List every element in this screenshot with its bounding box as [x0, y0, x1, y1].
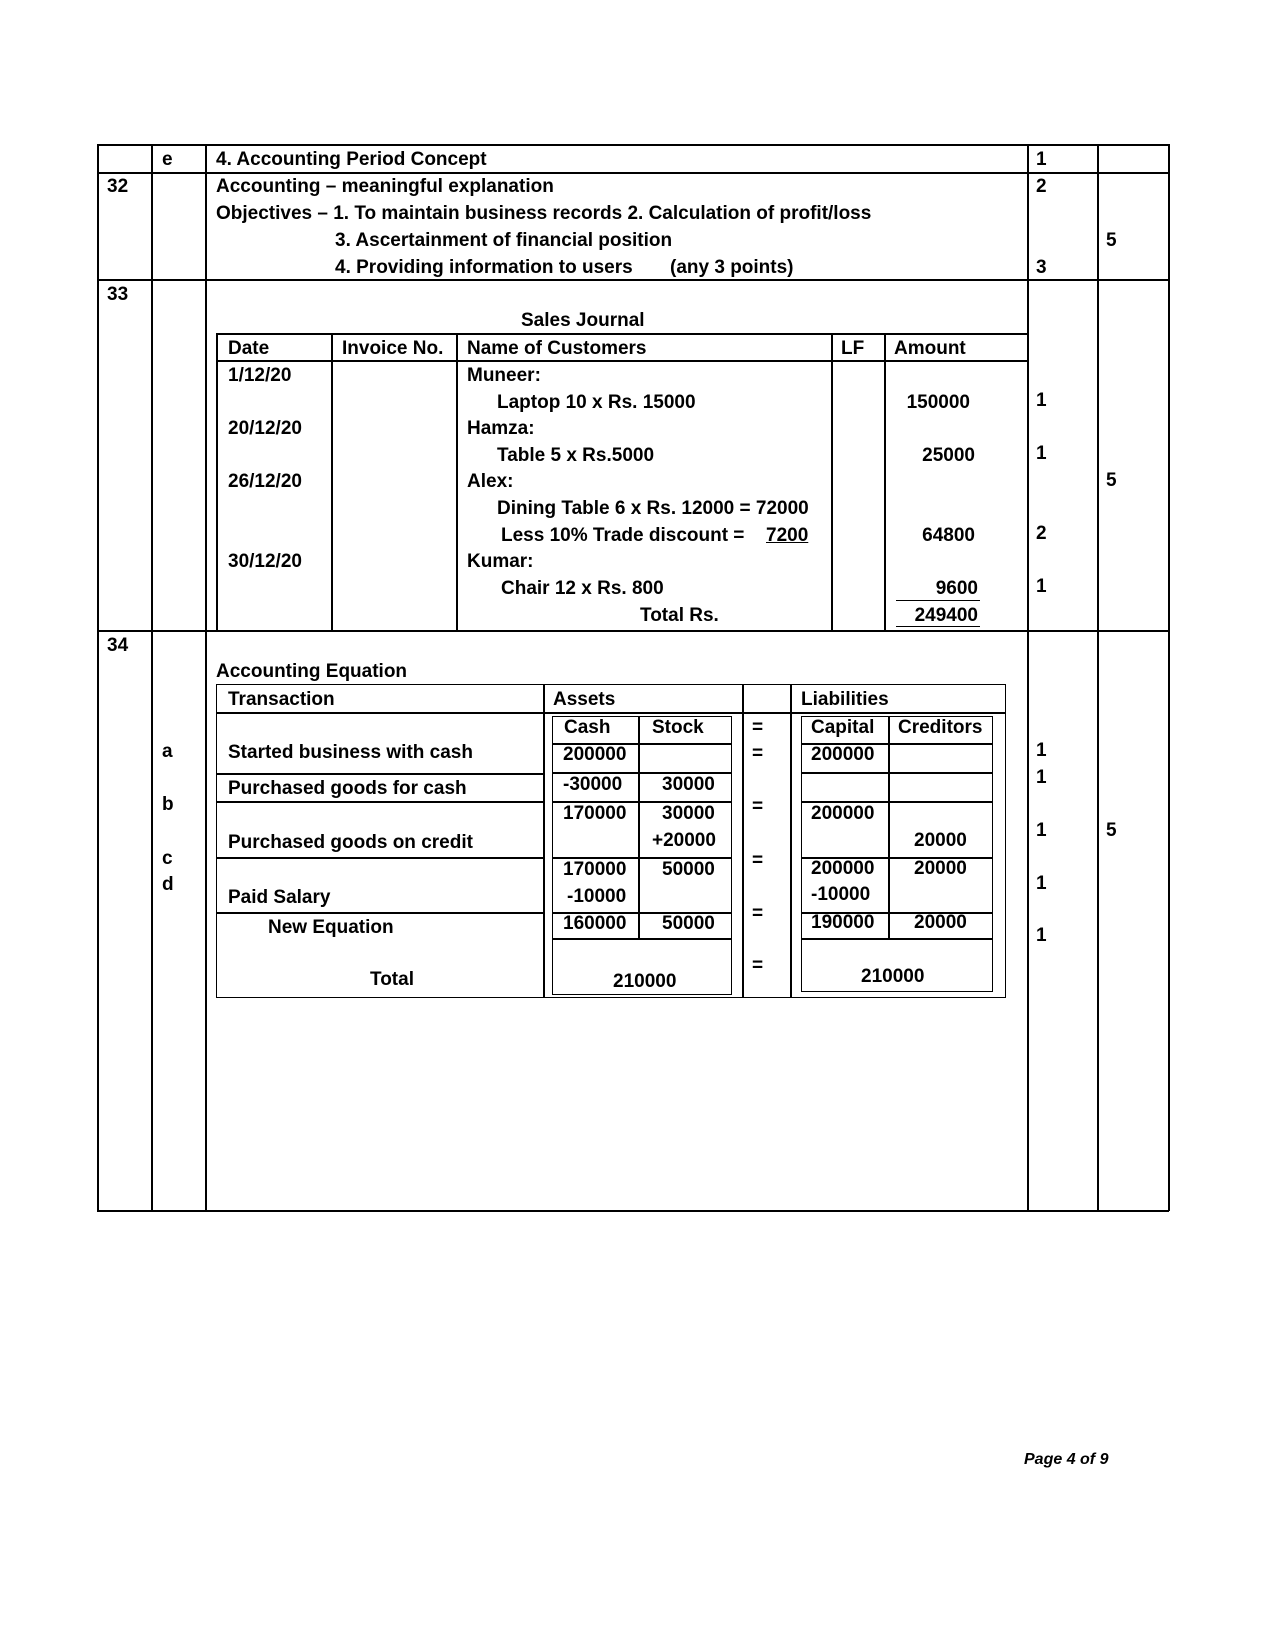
- customer-name: Muneer:: [467, 365, 541, 386]
- amount-underline: [896, 600, 980, 601]
- col-header-assets: Assets: [553, 689, 616, 710]
- sub-question-label: b: [162, 794, 174, 815]
- answer-line: Accounting – meaningful explanation: [216, 176, 554, 197]
- total-amount: 249400: [914, 605, 978, 626]
- transaction-line: [216, 857, 543, 859]
- equation-col: [543, 684, 545, 998]
- capital-value: -10000: [811, 884, 871, 905]
- journal-date: 20/12/20: [228, 418, 302, 439]
- journal-col: [831, 333, 833, 631]
- liabilities-line: [801, 772, 993, 774]
- amount: 150000: [906, 392, 970, 413]
- item-detail: Dining Table 6 x Rs. 12000 = 72000: [497, 498, 809, 519]
- cash-value: 160000: [563, 913, 627, 934]
- sub-question-label: c: [162, 848, 173, 869]
- equation-col: [742, 684, 744, 998]
- sub-question-label: a: [162, 741, 173, 762]
- assets-col-divider: [638, 716, 640, 938]
- transaction-text: New Equation: [268, 917, 394, 938]
- customer-name: Kumar:: [467, 551, 534, 572]
- total-label: Total Rs.: [640, 605, 719, 626]
- assets-total: 210000: [613, 971, 677, 992]
- question-number: 32: [107, 176, 129, 197]
- mark: 3: [1036, 257, 1047, 278]
- equals-sign: =: [752, 743, 764, 764]
- liabilities-line: [801, 938, 993, 940]
- col-header-date: Date: [228, 338, 270, 359]
- answer-line: 4. Providing information to users: [335, 257, 633, 278]
- equation-header-line: [216, 712, 1006, 714]
- cash-value: -10000: [567, 886, 627, 907]
- discount-amount: 7200: [766, 525, 809, 546]
- customer-name: Hamza:: [467, 418, 535, 439]
- capital-value: 200000: [811, 803, 875, 824]
- col-header-creditors: Creditors: [898, 717, 983, 738]
- journal-border: [216, 333, 1028, 335]
- journal-col: [331, 333, 333, 631]
- capital-value: 190000: [811, 912, 875, 933]
- col-header-name: Name of Customers: [467, 338, 647, 359]
- assets-line: [552, 938, 732, 940]
- table-border-bottom: [97, 1210, 1169, 1212]
- total-mark: 5: [1106, 230, 1117, 251]
- total-mark: 5: [1106, 820, 1117, 841]
- customer-name: Alex:: [467, 471, 514, 492]
- liabilities-col-divider: [888, 716, 890, 938]
- equals-sign: =: [752, 955, 764, 976]
- sub-question-label: e: [162, 149, 173, 170]
- stock-value: 30000: [662, 803, 715, 824]
- equals-sign: =: [752, 717, 764, 738]
- amount-underline: [896, 626, 980, 627]
- row-divider: [97, 279, 1169, 281]
- amount: 9600: [935, 578, 978, 599]
- liabilities-total: 210000: [861, 966, 925, 987]
- creditors-value: 20000: [914, 830, 967, 851]
- amount: 25000: [922, 445, 975, 466]
- question-number: 34: [107, 635, 129, 656]
- capital-value: 200000: [811, 858, 875, 879]
- journal-title: Sales Journal: [521, 310, 645, 331]
- equals-sign: =: [752, 903, 764, 924]
- transaction-text: Total: [370, 969, 414, 990]
- col-header-capital: Capital: [811, 717, 875, 738]
- col-header-liabilities: Liabilities: [801, 689, 889, 710]
- stock-value: +20000: [652, 830, 716, 851]
- journal-date: 26/12/20: [228, 471, 302, 492]
- amount: 64800: [922, 525, 975, 546]
- capital-value: 200000: [811, 744, 875, 765]
- creditors-value: 20000: [914, 912, 967, 933]
- answer-note: (any 3 points): [670, 257, 794, 278]
- sub-question-label: d: [162, 874, 174, 895]
- column-divider: [1097, 144, 1099, 1211]
- transaction-text: Purchased goods on credit: [228, 832, 473, 853]
- stock-value: 50000: [662, 913, 715, 934]
- item-detail: Laptop 10 x Rs. 15000: [497, 392, 696, 413]
- transaction-line: [216, 912, 543, 914]
- journal-date: 30/12/20: [228, 551, 302, 572]
- transaction-line: [216, 801, 543, 803]
- mark: 1: [1036, 820, 1047, 841]
- item-detail: Chair 12 x Rs. 800: [501, 578, 664, 599]
- transaction-line: [216, 773, 543, 775]
- mark: 2: [1036, 176, 1047, 197]
- transaction-text: Purchased goods for cash: [228, 778, 467, 799]
- table-border-left: [97, 144, 99, 1211]
- col-header-transaction: Transaction: [228, 689, 335, 710]
- col-header-stock: Stock: [652, 717, 704, 738]
- journal-date: 1/12/20: [228, 365, 292, 386]
- cash-value: 170000: [563, 803, 627, 824]
- row-divider: [97, 172, 1169, 174]
- mark: 1: [1036, 576, 1047, 597]
- journal-col: [456, 333, 458, 631]
- stock-value: 50000: [662, 859, 715, 880]
- table-border-right: [1168, 144, 1170, 1211]
- item-detail: Table 5 x Rs.5000: [497, 445, 655, 466]
- question-number: 33: [107, 284, 129, 305]
- mark: 1: [1036, 390, 1047, 411]
- cash-value: 200000: [563, 744, 627, 765]
- journal-border: [216, 333, 218, 631]
- answer-line: 3. Ascertainment of financial position: [335, 230, 673, 251]
- mark: 1: [1036, 149, 1047, 170]
- column-divider: [1027, 144, 1029, 1211]
- row-divider: [97, 630, 1169, 632]
- total-mark: 5: [1106, 470, 1117, 491]
- cash-value: 170000: [563, 859, 627, 880]
- transaction-text: Started business with cash: [228, 742, 473, 763]
- mark: 2: [1036, 523, 1047, 544]
- column-divider: [205, 144, 207, 1211]
- equation-col: [790, 684, 792, 998]
- discount-detail: Less 10% Trade discount =: [501, 525, 745, 546]
- col-header-lf: LF: [841, 338, 865, 359]
- equation-title: Accounting Equation: [216, 661, 408, 682]
- creditors-value: 20000: [914, 858, 967, 879]
- equals-sign: =: [752, 850, 764, 871]
- answer-text: 4. Accounting Period Concept: [216, 149, 487, 170]
- mark: 1: [1036, 873, 1047, 894]
- answer-line: Objectives – 1. To maintain business records 2. Calculation of profit/loss: [216, 203, 872, 224]
- mark: 1: [1036, 740, 1047, 761]
- cash-value: -30000: [563, 774, 623, 795]
- journal-header-line: [216, 360, 1028, 362]
- col-header-cash: Cash: [564, 717, 611, 738]
- col-header-amount: Amount: [894, 338, 966, 359]
- transaction-text: Paid Salary: [228, 887, 331, 908]
- mark: 1: [1036, 767, 1047, 788]
- column-divider: [151, 144, 153, 1211]
- table-border-top: [97, 144, 1169, 146]
- col-header-invoice: Invoice No.: [342, 338, 444, 359]
- mark: 1: [1036, 443, 1047, 464]
- page-number: Page 4 of 9: [1024, 1451, 1109, 1468]
- mark: 1: [1036, 925, 1047, 946]
- equals-sign: =: [752, 796, 764, 817]
- stock-value: 30000: [662, 774, 715, 795]
